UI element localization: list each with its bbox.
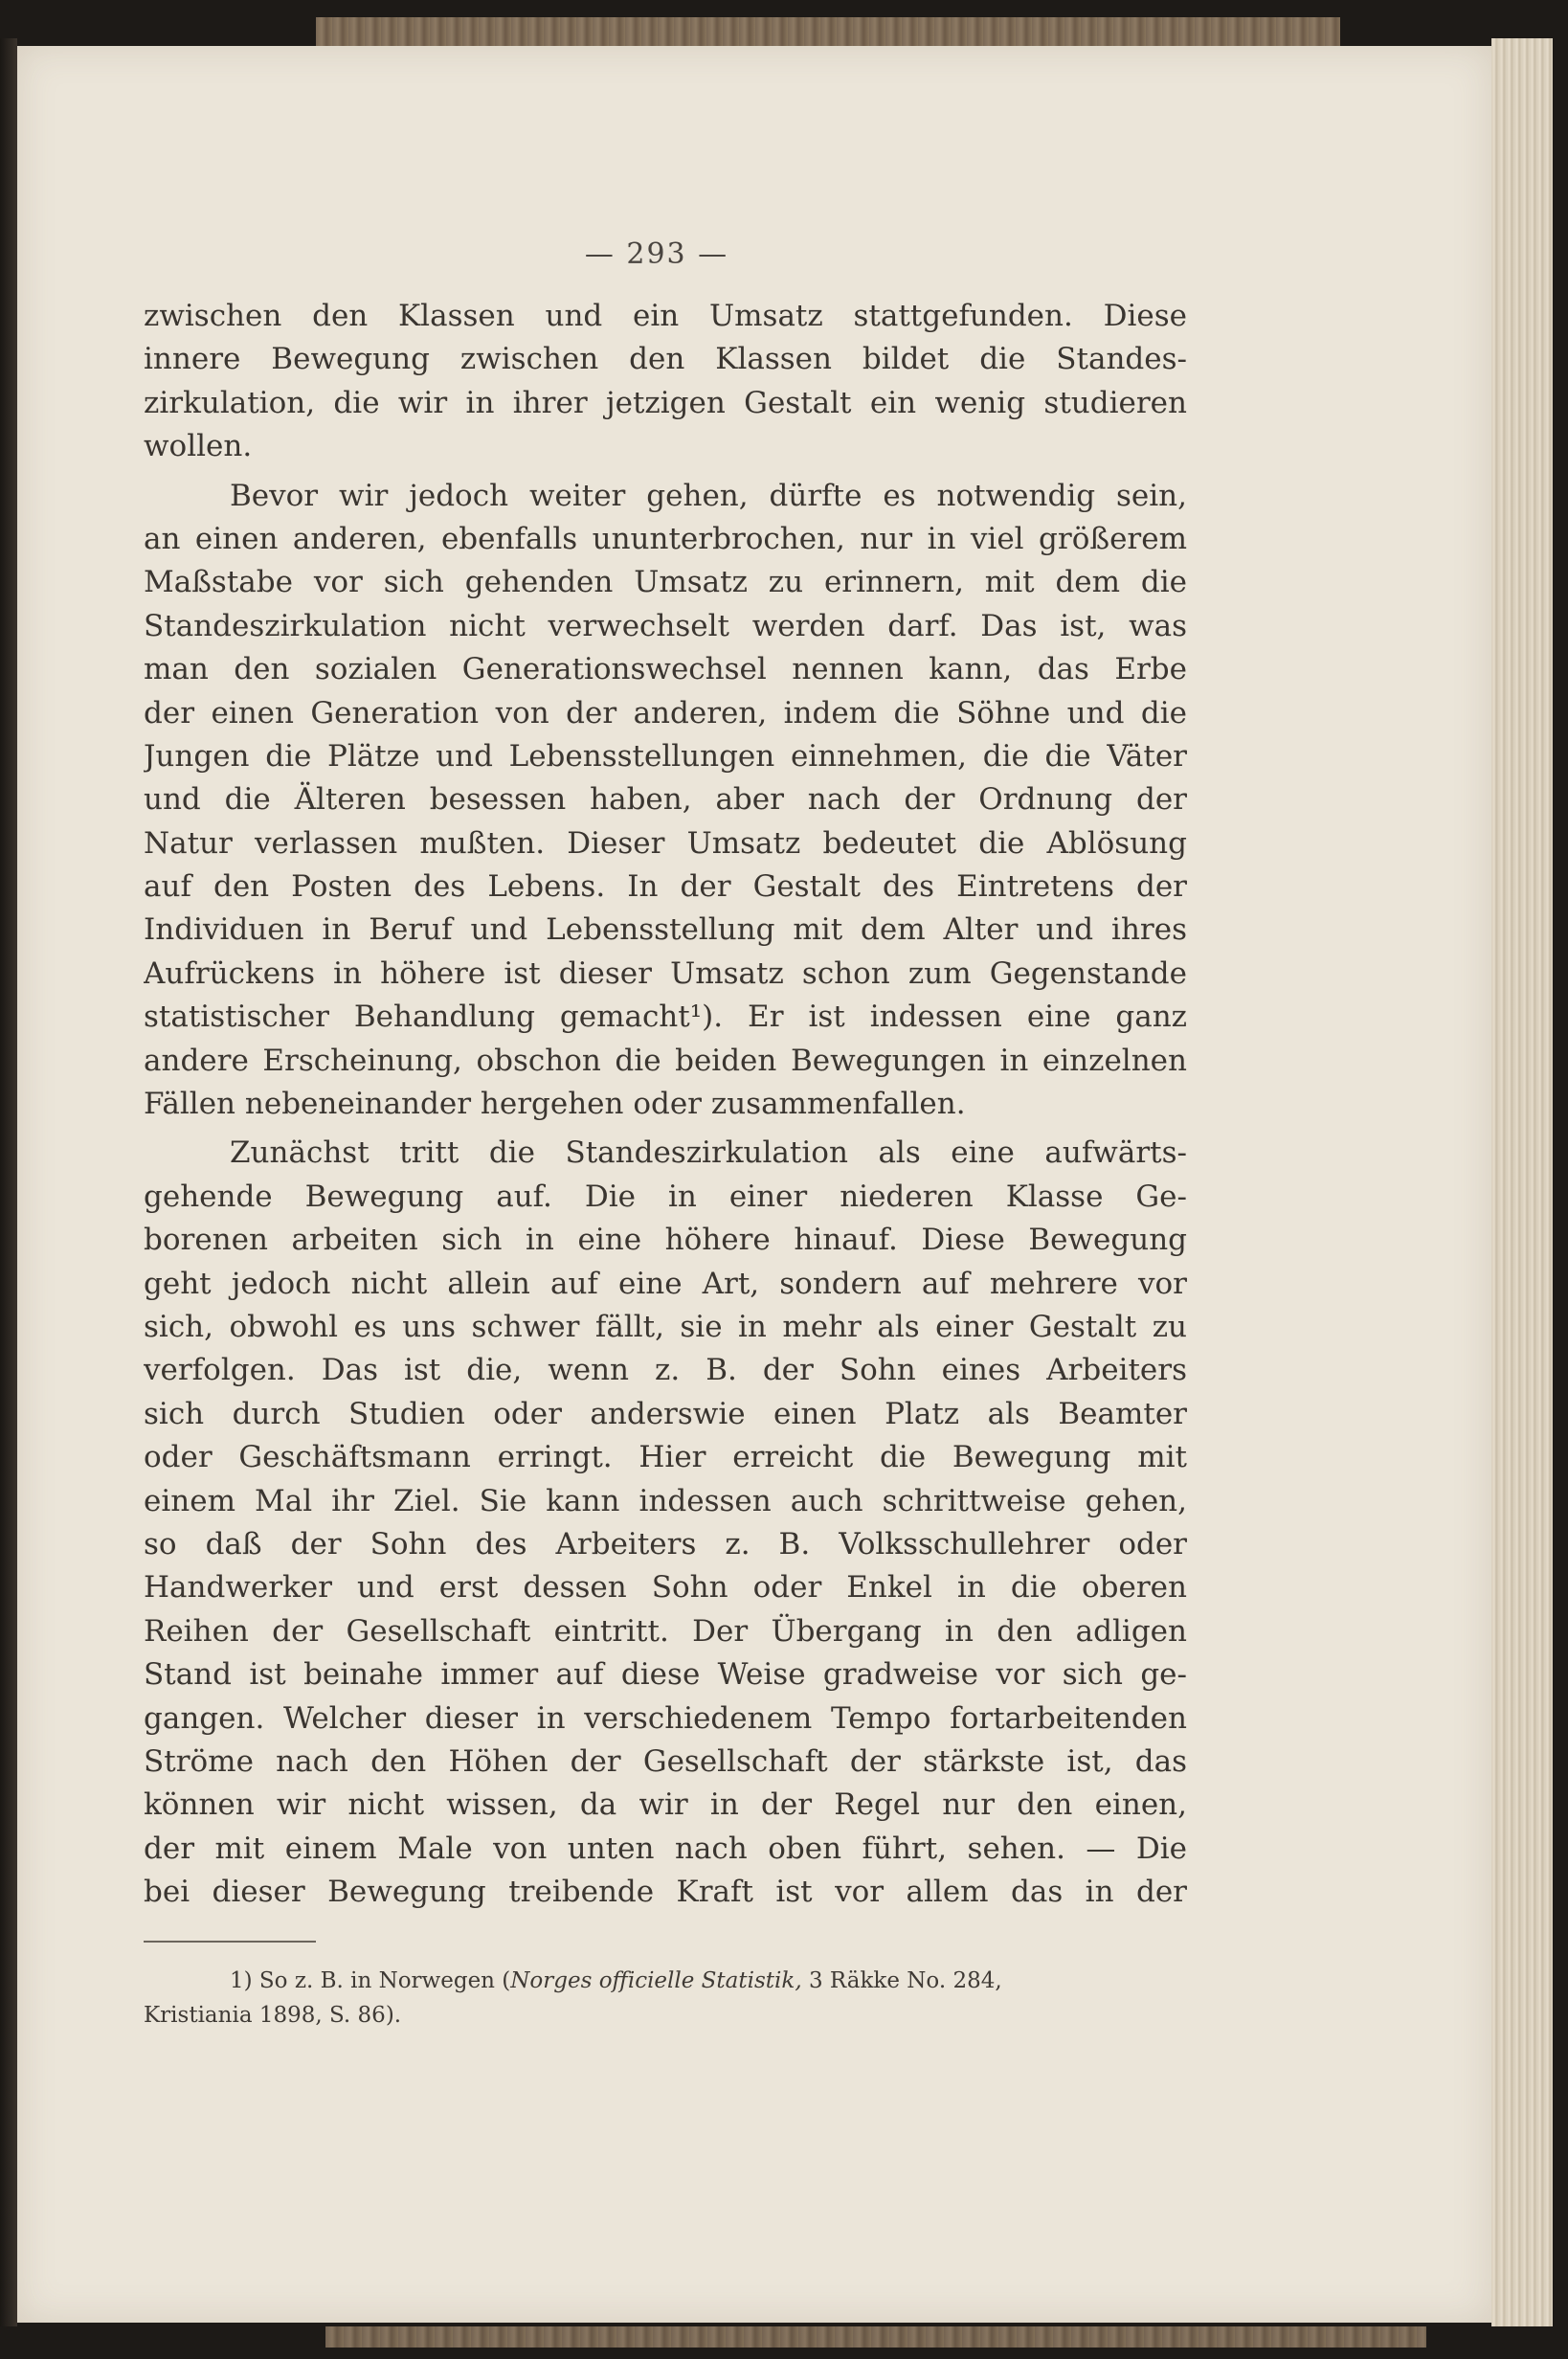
body-line: einem Mal ihr Ziel. Sie kann indessen auch schrittweise gehen, <box>144 1483 1187 1518</box>
body-line: Reihen der Gesellschaft eintritt. Der Übergang in den adligen <box>144 1613 1187 1649</box>
body-line: zwischen den Klassen und ein Umsatz stattgefunden. Diese <box>144 299 1187 333</box>
body-line: der einen Generation von der anderen, indem die Söhne und die <box>144 695 1187 730</box>
book-binding-shadow <box>0 38 17 2326</box>
body-line: Handwerker und erst dessen Sohn oder Enkel in die oberen <box>144 1570 1187 1606</box>
body-line: Aufrückens in höhere ist dieser Umsatz schon zum Gegenstande <box>144 955 1187 991</box>
paragraph-2 <box>144 475 1187 1127</box>
body-line: statistischer Behandlung gemacht¹). Er ist indessen eine ganz <box>144 1000 1187 1035</box>
body-line: können wir nicht wissen, da wir in der Regel nur den einen, <box>144 1787 1187 1823</box>
body-line: zirkulation, die wir in ihrer jetzigen Gestalt ein wenig studieren <box>144 385 1187 420</box>
footnote-separator <box>144 1941 316 1943</box>
body-line: oder Geschäftsmann erringt. Hier erreicht die Bewegung mit <box>144 1440 1187 1475</box>
body-line: und die Älteren besessen haben, aber nach der Ordnung der <box>144 782 1187 818</box>
paragraph-1 <box>144 295 1187 469</box>
body-line: gehende Bewegung auf. Die in einer niederen Klasse Ge- <box>144 1179 1187 1214</box>
footnote-line: Kristiania 1898, S. 86). <box>144 2003 402 2029</box>
footnote <box>144 1964 1187 2033</box>
footnote-prefix: So z. B. in Norwegen ( <box>258 1968 511 1994</box>
body-line: gangen. Welcher dieser in verschiedenem Tempo fortarbeitenden <box>144 1700 1187 1736</box>
footnote-source-title: Norges officielle Statistik, <box>510 1968 802 1994</box>
body-line: Stand ist beinahe immer auf diese Weise gradweise vor sich ge- <box>144 1657 1187 1693</box>
body-line: Natur verlassen mußten. Dieser Umsatz bedeutet die Ablösung <box>144 825 1187 861</box>
body-line: verfolgen. Das ist die, wenn z. B. der Sohn eines Arbeiters <box>144 1353 1187 1388</box>
body-line: borenen arbeiten sich in eine höhere hinauf. Diese Bewegung <box>144 1223 1187 1258</box>
footnote-suffix: 3 Räkke No. 284, <box>801 1968 1002 1994</box>
paragraph-3 <box>144 1132 1187 1914</box>
body-line: geht jedoch nicht allein auf eine Art, sondern auf mehrere vor <box>144 1266 1187 1301</box>
bottom-paper-strip <box>325 2326 1426 2348</box>
body-line: so daß der Sohn des Arbeiters z. B. Volksschullehrer oder <box>144 1526 1187 1561</box>
body-line: Maßstabe vor sich gehenden Umsatz zu erinnern, mit dem die <box>144 565 1187 600</box>
footnote-marker: 1) <box>230 1968 253 1994</box>
body-line: auf den Posten des Lebens. In der Gestalt des Eintretens der <box>144 869 1187 905</box>
body-line: Individuen in Beruf und Lebensstellung mit dem Alter und ihres <box>144 912 1187 948</box>
body-line: andere Erscheinung, obschon die beiden Bewegungen in einzelnen <box>144 1043 1187 1078</box>
body-line: der mit einem Male von unten nach oben führt, sehen. — Die <box>144 1831 1187 1866</box>
body-line: Standeszirkulation nicht verwechselt werden darf. Das ist, was <box>144 608 1187 643</box>
footnote-line <box>144 1964 1187 1998</box>
book-page-edges <box>1491 38 1553 2326</box>
body-line: Ströme nach den Höhen der Gesellschaft der stärkste ist, das <box>144 1743 1187 1779</box>
body-line: Jungen die Plätze und Lebensstellungen einnehmen, die die Väter <box>144 738 1187 774</box>
page-text-block <box>144 237 1187 2033</box>
body-line: wollen. <box>144 429 253 464</box>
body-line: an einen anderen, ebenfalls ununterbrochen, nur in viel größerem <box>144 521 1187 556</box>
body-line: Fällen nebeneinander hergehen oder zusammenfallen. <box>144 1087 966 1122</box>
body-line: Zunächst tritt die Standeszirkulation als eine aufwärts- <box>230 1135 1187 1171</box>
body-line: innere Bewegung zwischen den Klassen bildet die Standes- <box>144 342 1187 377</box>
top-paper-strip <box>316 17 1340 46</box>
body-line: sich, obwohl es uns schwer fällt, sie in mehr als einer Gestalt zu <box>144 1309 1187 1344</box>
body-line: bei dieser Bewegung treibende Kraft ist vor allem das in der <box>144 1875 1187 1910</box>
body-line: Bevor wir jedoch weiter gehen, dürfte es notwendig sein, <box>230 478 1187 513</box>
page-number: — 293 — <box>584 237 729 271</box>
body-line: sich durch Studien oder anderswie einen Platz als Beamter <box>144 1396 1187 1431</box>
body-line: man den sozialen Generationswechsel nennen kann, das Erbe <box>144 652 1187 687</box>
